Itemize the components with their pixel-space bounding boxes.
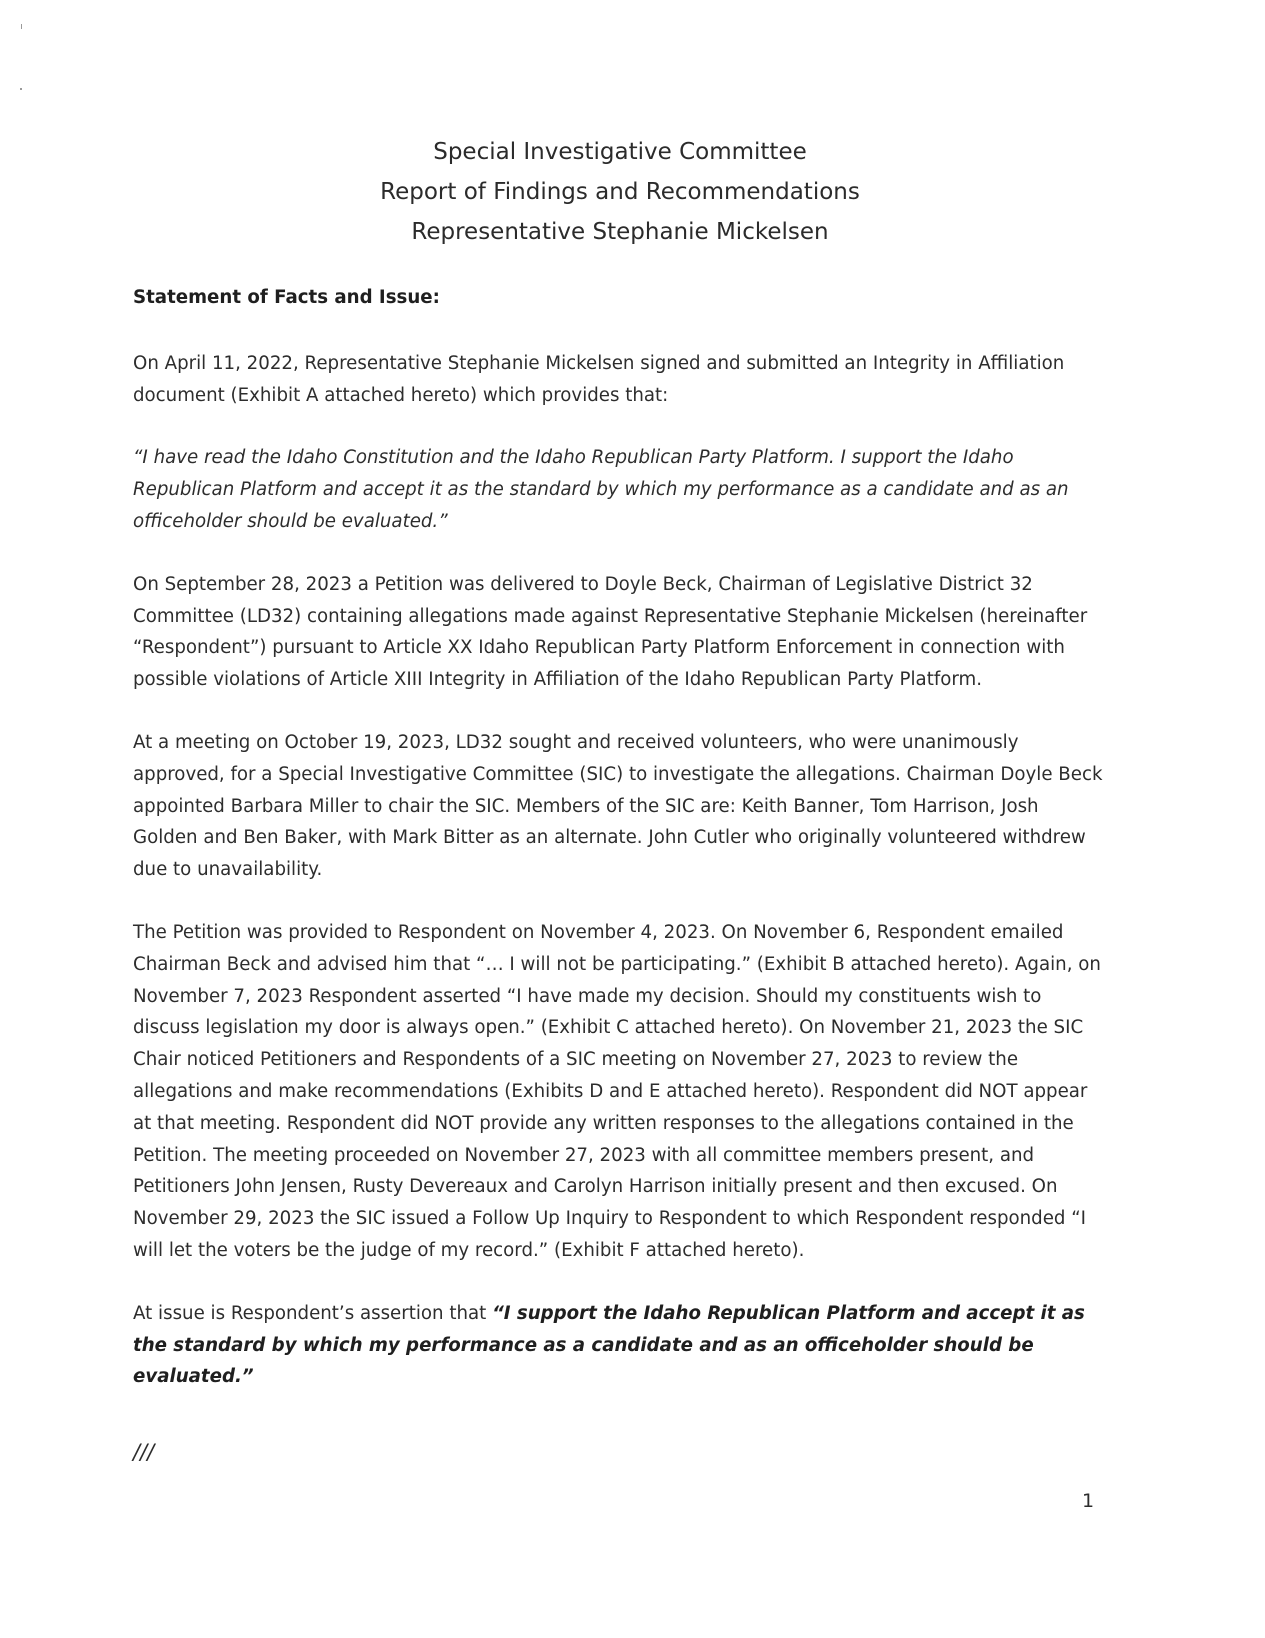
section-heading: Statement of Facts and Issue: <box>133 287 440 308</box>
paragraph-committee-formation: At a meeting on October 19, 2023, LD32 sought and received volunteers, who were unanimously approved, for a Special Investigative Committee (SIC) to investigate the allegations. Chairman Doyle Beck appointed Barbara Miller to chair the SIC. Members of the SIC are: Keith Banner, Tom Harrison, Josh Golden and Ben Baker, with Mark Bitter as an alternate. John Cutler who originally volunteered withdrew due to unavailability. <box>133 731 1103 881</box>
scan-mark <box>21 24 22 29</box>
document-body <box>133 282 1108 1469</box>
title-line-representative: Representative Stephanie Mickelsen <box>411 219 829 245</box>
title-line-committee: Special Investigative Committee <box>433 139 807 165</box>
scan-mark <box>20 88 22 90</box>
paragraph-respondent-actions: The Petition was provided to Respondent on November 4, 2023. On November 6, Respondent emailed Chairman Beck and advised him that “… I will not be participating.” (Exhibit B attached hereto). Again, on November 7, 2023 Respondent asserted “I have made my decision. Should my constituents wish to discuss legislation my door is always open.” (Exhibit C attached hereto). On November 21, 2023 the SIC Chair noticed Petitioners and Respondents of a SIC meeting on November 27, 2023 to review the allegations and make recommendations (Exhibits D and E attached hereto). Respondent did NOT appear at that meeting. Respondent did NOT provide any written responses to the allegations contained in the Petition. The meeting proceeded on November 27, 2023 with all committee members present, and Petitioners John Jensen, Rusty Devereaux and Carolyn Harrison initially present and then excused. On November 29, 2023 the SIC issued a Follow Up Inquiry to Respondent to which Respondent responded “I will let the voters be the judge of my record.” (Exhibit F attached hereto). <box>133 921 1101 1261</box>
paragraph-petition: On September 28, 2023 a Petition was delivered to Doyle Beck, Chairman of Legislative District 32 Committee (LD32) containing allegations made against Representative Stephanie Mickelsen (hereinafter “Respondent”) pursuant to Article XX Idaho Republican Party Platform Enforcement in connection with possible violations of Article XIII Integrity in Affiliation of the Idaho Republican Party Platform. <box>133 573 1088 691</box>
issue-emphasis-quote: “I support the Idaho Republican Platform and accept it as the standard by which my performance as a candidate and as an officeholder should be evaluated.” <box>133 1302 1085 1388</box>
section-separator: /// <box>133 1440 155 1465</box>
paragraph-integrity-document: On April 11, 2022, Representative Stephanie Mickelsen signed and submitted an Integrity in Affiliation document (Exhibit A attached hereto) which provides that: <box>133 352 1065 406</box>
title-line-report: Report of Findings and Recommendations <box>380 179 860 205</box>
quoted-pledge: “I have read the Idaho Constitution and the Idaho Republican Party Platform. I support the Idaho Republican Platform and accept it as the standard by which my performance as a candidate and as an officeholder should be evaluated.” <box>133 447 1069 532</box>
paragraph-issue <box>133 1298 1108 1393</box>
issue-lead-text: At issue is Respondent’s assertion that <box>133 1302 493 1324</box>
page-number: 1 <box>1082 1490 1095 1512</box>
document-title <box>0 132 1240 252</box>
